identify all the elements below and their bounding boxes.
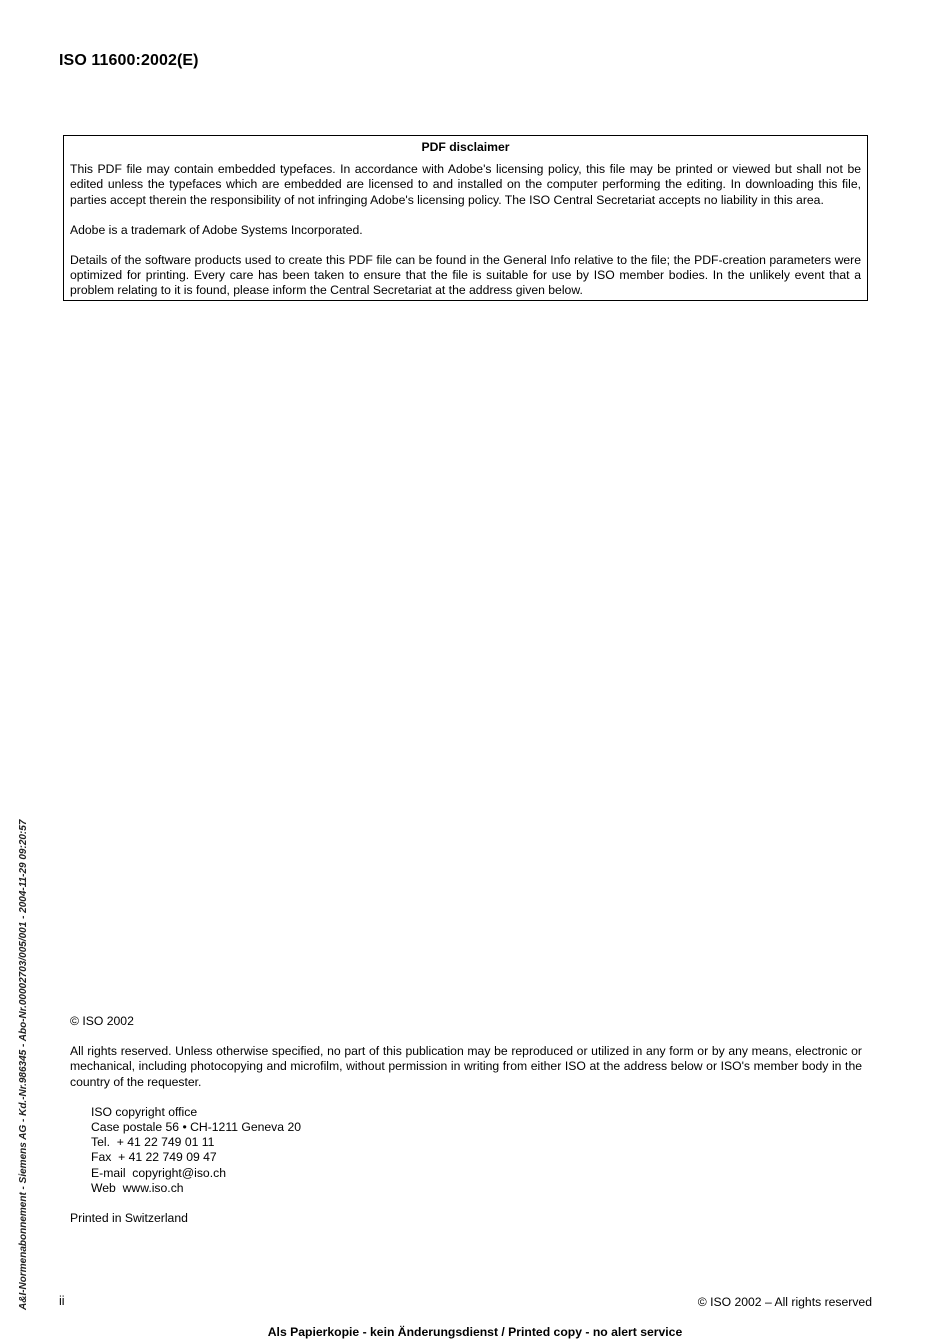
copyright-block — [70, 1014, 862, 1226]
disclaimer-paragraph-trademark: Adobe is a trademark of Adobe Systems Incorporated. — [70, 222, 363, 237]
address-line-fax: Fax + 41 22 749 09 47 — [91, 1150, 217, 1165]
copyright-line: © ISO 2002 — [70, 1014, 134, 1028]
rights-reserved-paragraph: All rights reserved. Unless otherwise specified, no part of this publication may be reproduced or utilized in any form or by any means, electronic or mechanical, including photocopying and microfilm, without permission in writing from either ISO at the address below or ISO's member body in the country of the requester. — [70, 1044, 862, 1089]
disclaimer-title: PDF disclaimer — [421, 140, 510, 154]
page-number: ii — [59, 1294, 65, 1308]
pdf-disclaimer-box — [63, 135, 868, 301]
address-line-email: E-mail copyright@iso.ch — [91, 1165, 226, 1180]
address-line-office: ISO copyright office — [91, 1104, 198, 1119]
side-subscription-stamp: A&I-Normenabonnement - Siemens AG - Kd.-Nr.986345 - Abo-Nr.00002703/005/001 - 2004-11-29 09:20:57 — [18, 819, 29, 1310]
printed-in-line: Printed in Switzerland — [70, 1211, 188, 1226]
footer-print-notice: Als Papierkopie - kein Änderungsdienst / Printed copy - no alert service — [267, 1325, 683, 1339]
document-id-header: ISO 11600:2002(E) — [59, 52, 199, 69]
copyright-office-address — [91, 1105, 862, 1196]
footer-copyright: © ISO 2002 – All rights reserved — [697, 1295, 872, 1309]
address-line-web: Web www.iso.ch — [91, 1180, 184, 1195]
address-line-postal: Case postale 56 • CH-1211 Geneva 20 — [91, 1120, 302, 1135]
address-line-tel: Tel. + 41 22 749 01 11 — [91, 1135, 215, 1150]
disclaimer-paragraph-details: Details of the software products used to create this PDF file can be found in the General Info relative to the file; the PDF-creation parameters were optimized for printing. Every care has been taken to ensure that the file is suitable for use by ISO member bodies. In the unlikely event that a problem relating to it is found, please inform the Central Secretariat at the address given below. — [70, 253, 861, 298]
disclaimer-paragraph-typefaces: This PDF file may contain embedded typefaces. In accordance with Adobe's licensing policy, this file may be printed or viewed but shall not be edited unless the typefaces which are embedded are licensed to and installed on the computer performing the editing. In downloading this file, parties accept therein the responsibility of not infringing Adobe's licensing policy. The ISO Central Secretariat accepts no liability in this area. — [70, 162, 861, 207]
